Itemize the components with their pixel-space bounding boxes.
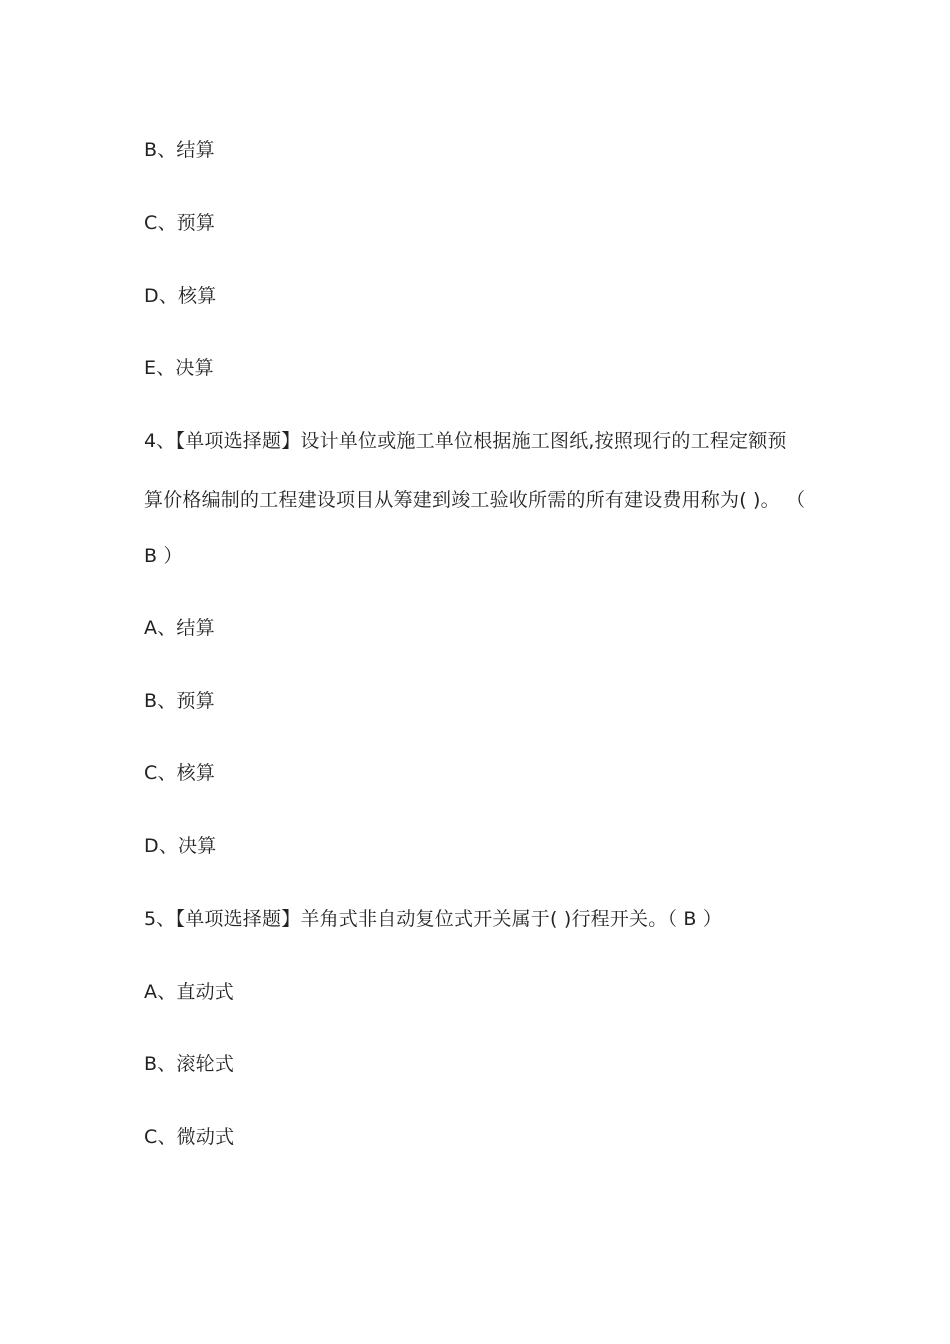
q5-option-b: B、滚轮式 (144, 1053, 235, 1075)
q4-option-b: B、预算 (144, 690, 215, 712)
q4-stem-line-2: 算价格编制的工程建设项目从筹建到竣工验收所需的所有建设费用称为( )。 （ (144, 489, 806, 511)
q4-option-a: A、结算 (144, 617, 215, 639)
q3-option-e: E、决算 (144, 357, 214, 379)
q5-option-a: A、直动式 (144, 981, 234, 1003)
q3-option-b: B、结算 (144, 139, 215, 161)
q3-option-c: C、预算 (144, 212, 216, 234)
q4-stem-line-1: 4、【单项选择题】设计单位或施工单位根据施工图纸,按照现行的工程定额预 (144, 430, 787, 452)
q5-stem: 5、【单项选择题】羊角式非自动复位式开关属于( )行程开关。（ B ） (144, 908, 723, 930)
q4-option-d: D、决算 (144, 835, 217, 857)
q4-option-c: C、核算 (144, 762, 216, 784)
q3-option-d: D、核算 (144, 285, 217, 307)
q5-option-c: C、微动式 (144, 1126, 235, 1148)
q4-stem-line-3: B ） (144, 545, 183, 567)
